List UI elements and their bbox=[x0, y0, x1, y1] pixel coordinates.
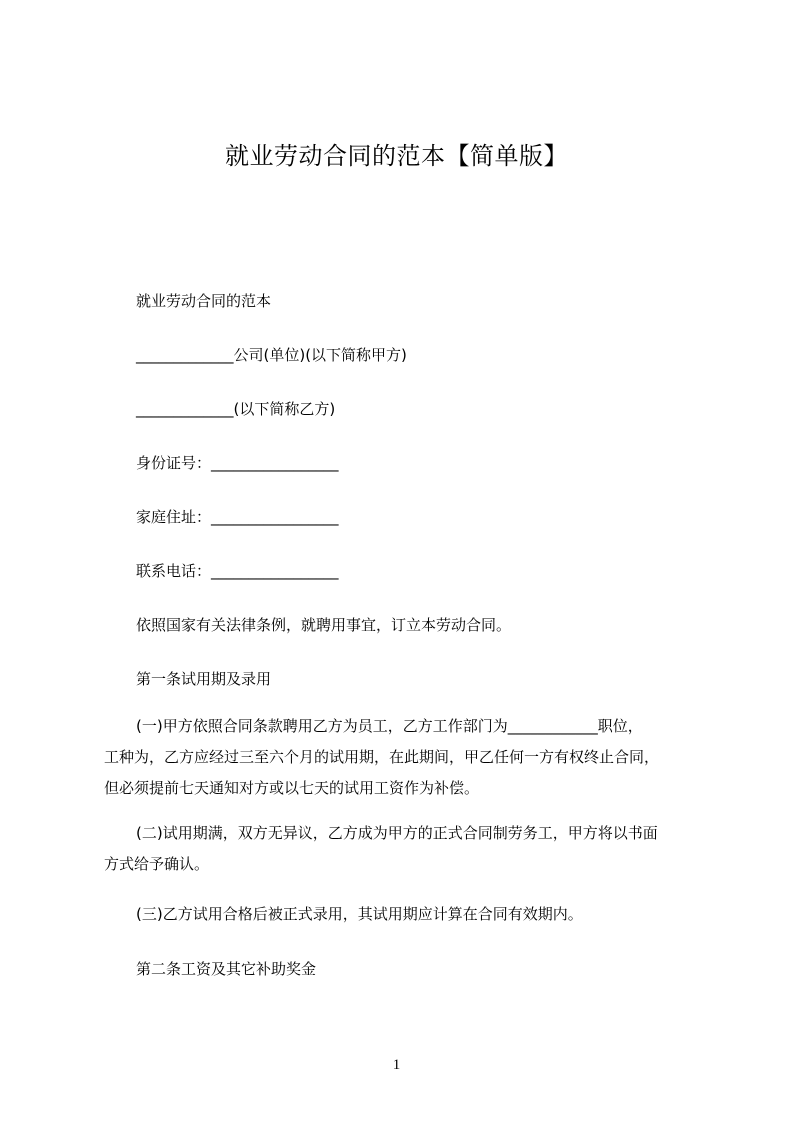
clause-2-line: (二)试用期满，双方无异议，乙方成为甲方的正式合同制劳务工，甲方将以书面 bbox=[136, 824, 658, 842]
clause-1-line: (一)甲方依照合同条款聘用乙方为员工，乙方工作部门为____________职位， bbox=[136, 717, 643, 735]
clause-1-line: 但必须提前七天通知对方或以七天的试用工资作为补偿。 bbox=[104, 779, 480, 797]
clause-1-line: 工种为，乙方应经过三至六个月的试用期，在此期间，甲乙任何一方有权终止合同， bbox=[104, 748, 660, 766]
party-b-line: _____________(以下简称乙方) bbox=[136, 400, 336, 418]
document-title: 就业劳动合同的范本【简单版】 bbox=[225, 142, 568, 170]
article-1-heading: 第一条试用期及录用 bbox=[136, 670, 272, 688]
clause-2-line: 方式给予确认。 bbox=[104, 855, 210, 873]
home-address-field: 家庭住址：_________________ bbox=[136, 508, 339, 526]
clause-2-paragraph bbox=[104, 818, 704, 880]
phone-field: 联系电话：_________________ bbox=[136, 562, 339, 580]
id-number-field: 身份证号：_________________ bbox=[136, 454, 339, 472]
contract-subtitle: 就业劳动合同的范本 bbox=[136, 292, 272, 310]
clause-3-paragraph: (三)乙方试用合格后被正式录用，其试用期应计算在合同有效期内。 bbox=[136, 905, 583, 923]
article-2-heading: 第二条工资及其它补助奖金 bbox=[136, 960, 317, 978]
clause-1-paragraph bbox=[104, 711, 704, 804]
party-a-line: _____________公司(单位)(以下简称甲方) bbox=[136, 346, 407, 364]
page-number: 1 bbox=[392, 1057, 401, 1073]
contract-basis-text: 依照国家有关法律条例，就聘用事宜，订立本劳动合同。 bbox=[136, 616, 512, 634]
